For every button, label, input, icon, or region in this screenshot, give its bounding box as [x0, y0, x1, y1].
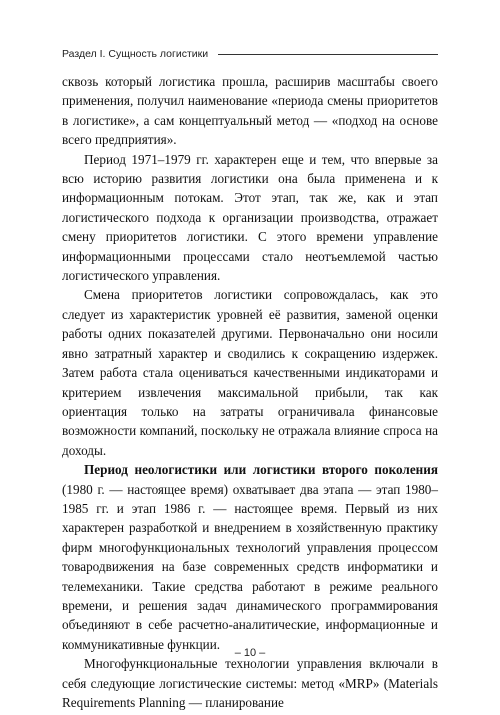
paragraph-1: сквозь который логистика прошла, расширив масштабы своего применения, получил наименование «периода смены приоритетов в логистике», а сам концептуальный метод — «подход на основе всего предприятия». [62, 74, 438, 148]
paragraph-2: Период 1971–1979 гг. характерен еще и тем, что впервые за всю историю развития логистики она была применена и к информационным потокам. Этот этап, так же, как и этап логистического подхода к организации производства, отражает смену приоритетов логистики. С этого времени управление информационными процессами стало неотъемлемой частью логистического управления. [62, 151, 438, 284]
paragraph-3: Смена приоритетов логистики сопровождалась, как это следует из характеристик уровней её развития, заменой оценки работы одних показателей другими. Первоначально они носили явно затратный характер и сводились к сокращению издержек. Затем работа стала оцениваться качественными индикаторами и критерием извлечения максимальной прибыли, так как ориентация только на затраты ограничивала финансовые возможности компаний, поскольку не отражала влияние спроса на доходы. [62, 287, 438, 458]
paragraph-4 [62, 460, 438, 654]
page-number: – 10 – [234, 647, 266, 659]
section-title: Раздел I. Сущность логистики [62, 48, 209, 60]
paragraph-5: Многофункциональные технологии управления включали в себя следующие логистические системы: метод «MRP» (Materials Requirements Planning — планирование [62, 656, 438, 710]
paragraph-4-text: (1980 г. — настоящее время) охватывает два этапа — этап 1980–1985 гг. и этап 1986 г. — настоящее время. Первый из них характерен разработкой и внедрением в хозяйственную практику фирм многофункциональных технологий управления процессом товародвижения на базе современных средств информатики и телемеханики. Такие средства работают в режиме реального времени, и решения задач динамического программирования объединяют в себе расчетно-аналитические, информационные и коммуникативные функции. [62, 481, 438, 652]
running-header [62, 48, 438, 60]
paragraph-4-bold-lead: Период неологистики или логистики второго поколения [84, 462, 438, 478]
body-text [62, 72, 438, 712]
header-rule [218, 54, 438, 55]
